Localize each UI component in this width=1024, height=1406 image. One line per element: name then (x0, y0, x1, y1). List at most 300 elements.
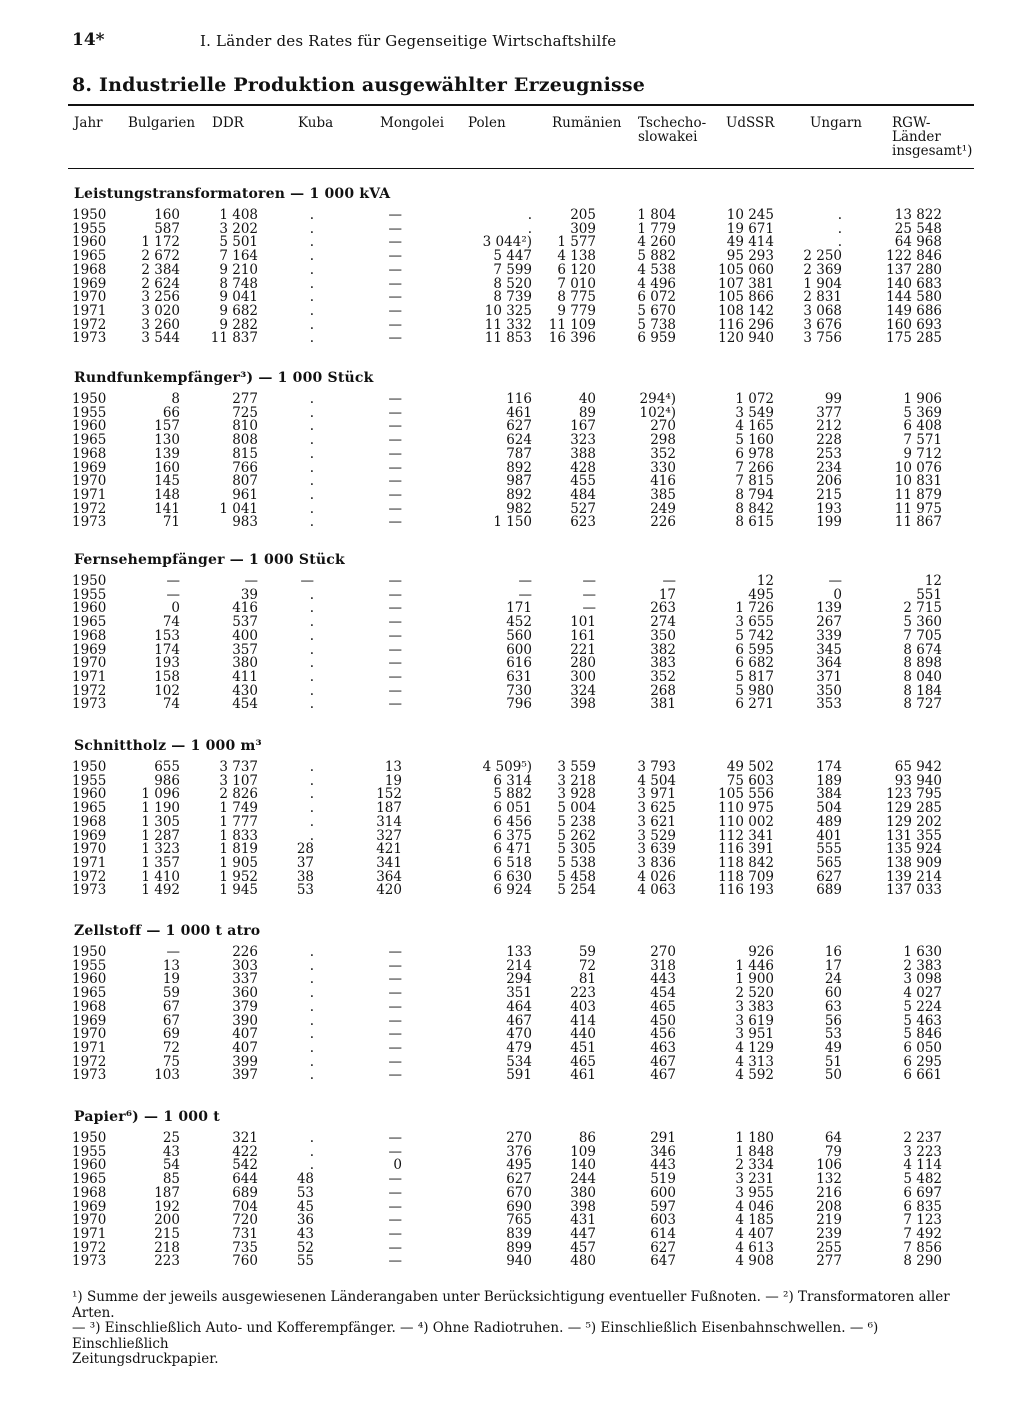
cell-polen: 3 044²) (482, 234, 532, 251)
cell-tschechoslowakei: 614 (650, 1225, 676, 1242)
cell-rumaenien: 9 779 (557, 302, 596, 319)
cell-kuba: 52 (296, 1239, 314, 1256)
cell-year: 1965 (72, 985, 107, 1002)
cell-kuba: . (309, 459, 314, 476)
cell-mongolei: — (388, 248, 402, 265)
cell-tschechoslowakei: 603 (650, 1212, 676, 1229)
cell-rgw-insgesamt: 5 224 (903, 998, 942, 1015)
cell-mongolei: — (388, 445, 402, 462)
cell-mongolei: — (388, 1184, 402, 1201)
cell-polen: 11 853 (484, 330, 532, 347)
cell-tschechoslowakei: 443 (650, 971, 676, 988)
cell-year: 1969 (72, 1198, 107, 1215)
cell-ungarn: 174 (816, 759, 842, 775)
cell-ddr: 1 952 (219, 868, 258, 885)
col-rumaenien: Rumänien (552, 115, 622, 131)
cell-polen: — (518, 586, 532, 603)
cell-rumaenien: 161 (570, 627, 596, 644)
table-row (72, 574, 978, 588)
cell-ddr: 3 202 (219, 220, 258, 237)
cell-tschechoslowakei: 463 (650, 1039, 676, 1056)
cell-udssr: 8 615 (735, 514, 774, 531)
cell-polen: 591 (506, 1067, 532, 1084)
cell-rgw-insgesamt: 138 909 (886, 854, 942, 871)
cell-tschechoslowakei: 1 804 (637, 207, 676, 223)
cell-polen: 6 630 (493, 868, 532, 885)
cell-rgw-insgesamt: 122 846 (886, 248, 942, 265)
cell-year: 1973 (72, 1067, 107, 1084)
cell-bulgarien: 66 (162, 404, 180, 421)
cell-ddr: 735 (232, 1239, 258, 1256)
cell-year: 1973 (72, 1253, 107, 1270)
cell-mongolei: — (388, 432, 402, 449)
cell-tschechoslowakei: 330 (650, 459, 676, 476)
cell-mongolei: — (388, 207, 402, 223)
cell-polen: 452 (506, 614, 532, 631)
cell-kuba: 28 (296, 841, 314, 858)
cell-year: 1970 (72, 1026, 107, 1043)
cell-bulgarien: 67 (162, 998, 180, 1015)
cell-udssr: 118 709 (718, 868, 774, 885)
cell-rumaenien: 5 254 (557, 882, 596, 899)
cell-polen: 270 (506, 1130, 532, 1146)
cell-ungarn: 253 (816, 445, 842, 462)
cell-rgw-insgesamt: 5 369 (903, 404, 942, 421)
cell-ungarn: 2 831 (803, 289, 842, 306)
cell-kuba: . (309, 1039, 314, 1056)
cell-rumaenien: 480 (570, 1253, 596, 1270)
cell-udssr: 4 613 (735, 1239, 774, 1256)
cell-udssr: 1 848 (735, 1143, 774, 1160)
col-jahr: Jahr (74, 115, 103, 131)
cell-bulgarien: 74 (162, 614, 180, 631)
cell-kuba: . (309, 813, 314, 830)
cell-bulgarien: 67 (162, 1012, 180, 1029)
cell-ddr: 39 (240, 586, 258, 603)
cell-ddr: 407 (232, 1026, 258, 1043)
cell-mongolei: — (388, 1212, 402, 1229)
cell-mongolei: — (388, 391, 402, 407)
cell-year: 1965 (72, 800, 107, 817)
cell-rgw-insgesamt: 1 906 (903, 391, 942, 407)
cell-ungarn: — (828, 573, 842, 589)
cell-tschechoslowakei: 4 063 (637, 882, 676, 899)
cell-year: 1970 (72, 473, 107, 490)
cell-mongolei: 152 (376, 786, 402, 803)
cell-bulgarien: 1 096 (141, 786, 180, 803)
cell-rumaenien: 89 (578, 404, 596, 421)
cell-rgw-insgesamt: 5 463 (903, 1012, 942, 1029)
cell-mongolei: — (388, 682, 402, 699)
cell-ddr: 1 777 (219, 813, 258, 830)
cell-rgw-insgesamt: 144 580 (886, 289, 942, 306)
cell-bulgarien: 187 (154, 1184, 180, 1201)
cell-tschechoslowakei: 294⁴) (639, 391, 676, 407)
cell-ungarn: 0 (833, 586, 842, 603)
cell-polen: . (527, 207, 532, 223)
cell-polen: 10 325 (484, 302, 532, 319)
cell-rumaenien: 431 (570, 1212, 596, 1229)
cell-bulgarien: 1 357 (141, 854, 180, 871)
cell-ddr: 430 (232, 682, 258, 699)
cell-bulgarien: 139 (154, 445, 180, 462)
cell-polen: 6 375 (493, 827, 532, 844)
cell-rumaenien: 11 109 (548, 316, 596, 333)
cell-mongolei: — (388, 220, 402, 237)
cell-mongolei: — (388, 486, 402, 503)
cell-polen: 987 (506, 473, 532, 490)
cell-udssr: 5 742 (735, 627, 774, 644)
cell-udssr: 4 165 (735, 418, 774, 435)
cell-kuba: — (300, 573, 314, 589)
table-row (72, 629, 978, 643)
cell-bulgarien: — (166, 586, 180, 603)
cell-ungarn: 255 (816, 1239, 842, 1256)
cell-kuba: . (309, 220, 314, 237)
cell-rgw-insgesamt: 6 295 (903, 1053, 942, 1070)
cell-udssr: 108 142 (718, 302, 774, 319)
cell-kuba: . (309, 261, 314, 278)
cell-rgw-insgesamt: 129 285 (886, 800, 942, 817)
col-udssr: UdSSR (726, 115, 775, 131)
cell-mongolei: — (388, 1198, 402, 1215)
cell-polen: 11 332 (484, 316, 532, 333)
cell-rumaenien: 4 138 (557, 248, 596, 265)
cell-udssr: 116 193 (718, 882, 774, 899)
cell-mongolei: — (388, 957, 402, 974)
cell-kuba: . (309, 1157, 314, 1174)
cell-udssr: 112 341 (718, 827, 774, 844)
cell-ungarn: 79 (824, 1143, 842, 1160)
table-row (72, 945, 978, 959)
cell-polen: 982 (506, 500, 532, 517)
cell-polen: 899 (506, 1239, 532, 1256)
cell-kuba: . (309, 627, 314, 644)
cell-ddr: 720 (232, 1212, 258, 1229)
cell-rumaenien: 484 (570, 486, 596, 503)
cell-ddr: 303 (232, 957, 258, 974)
cell-kuba: . (309, 614, 314, 631)
cell-rgw-insgesamt: 5 846 (903, 1026, 942, 1043)
cell-polen: 560 (506, 627, 532, 644)
cell-udssr: 5 160 (735, 432, 774, 449)
cell-mongolei: — (388, 404, 402, 421)
cell-bulgarien: 145 (154, 473, 180, 490)
running-header (72, 30, 972, 54)
cell-kuba: . (309, 330, 314, 347)
cell-year: 1972 (72, 500, 107, 517)
cell-ungarn: 212 (816, 418, 842, 435)
cell-bulgarien: — (166, 944, 180, 960)
cell-mongolei: — (388, 316, 402, 333)
cell-polen: 495 (506, 1157, 532, 1174)
cell-rumaenien: 72 (578, 957, 596, 974)
cell-mongolei: — (388, 234, 402, 251)
cell-kuba: . (309, 445, 314, 462)
cell-bulgarien: 148 (154, 486, 180, 503)
cell-year: 1955 (72, 586, 107, 603)
cell-tschechoslowakei: 226 (650, 514, 676, 531)
cell-rumaenien: 86 (578, 1130, 596, 1146)
cell-kuba: . (309, 682, 314, 699)
cell-mongolei: — (388, 1171, 402, 1188)
col-tschechoslowakei: Tschecho- slowakei (638, 115, 707, 145)
cell-mongolei: 420 (376, 882, 402, 899)
cell-rumaenien: 40 (578, 391, 596, 407)
cell-year: 1971 (72, 1039, 107, 1056)
cell-kuba: . (309, 404, 314, 421)
cell-polen: 765 (506, 1212, 532, 1229)
cell-ddr: 407 (232, 1039, 258, 1056)
cell-ungarn: 364 (816, 655, 842, 672)
table-row (72, 1186, 978, 1200)
section-title: Fernsehempfänger — 1 000 Stück (74, 552, 345, 568)
cell-udssr: 116 296 (718, 316, 774, 333)
table-row (72, 515, 978, 529)
cell-rumaenien: 414 (570, 1012, 596, 1029)
cell-ddr: 357 (232, 641, 258, 658)
table-row (72, 760, 978, 774)
cell-polen: 5 882 (493, 786, 532, 803)
cell-kuba: 55 (296, 1253, 314, 1270)
cell-bulgarien: 130 (154, 432, 180, 449)
cell-year: 1968 (72, 261, 107, 278)
cell-kuba: . (309, 289, 314, 306)
cell-year: 1971 (72, 486, 107, 503)
cell-ungarn: 56 (824, 1012, 842, 1029)
cell-mongolei: — (388, 600, 402, 617)
section-title: Zellstoff — 1 000 t atro (74, 923, 261, 939)
cell-ungarn: 377 (816, 404, 842, 421)
table-row (72, 249, 978, 263)
cell-year: 1972 (72, 1053, 107, 1070)
cell-mongolei: 421 (376, 841, 402, 858)
cell-ddr: 277 (232, 391, 258, 407)
cell-mongolei: — (388, 985, 402, 1002)
cell-rumaenien: 59 (578, 944, 596, 960)
cell-mongolei: — (388, 1225, 402, 1242)
cell-rumaenien: 280 (570, 655, 596, 672)
cell-year: 1972 (72, 682, 107, 699)
cell-ungarn: 24 (824, 971, 842, 988)
cell-rumaenien: 81 (578, 971, 596, 988)
cell-udssr: 1 180 (735, 1130, 774, 1146)
cell-ddr: 2 826 (219, 786, 258, 803)
cell-rgw-insgesamt: 3 098 (903, 971, 942, 988)
cell-kuba: . (309, 418, 314, 435)
cell-ddr: 226 (232, 944, 258, 960)
cell-ddr: 380 (232, 655, 258, 672)
cell-ddr: 1 408 (219, 207, 258, 223)
cell-kuba: . (309, 696, 314, 713)
table-row (72, 986, 978, 1000)
cell-polen: 467 (506, 1012, 532, 1029)
cell-tschechoslowakei: 3 793 (637, 759, 676, 775)
cell-tschechoslowakei: 346 (650, 1143, 676, 1160)
cell-mongolei: — (388, 418, 402, 435)
table-row (72, 1068, 978, 1082)
cell-kuba: . (309, 800, 314, 817)
cell-rumaenien: 101 (570, 614, 596, 631)
cell-udssr: 3 549 (735, 404, 774, 421)
cell-mongolei: — (388, 1130, 402, 1146)
section-title: Schnittholz — 1 000 m³ (74, 738, 262, 754)
cell-year: 1955 (72, 404, 107, 421)
cell-mongolei: — (388, 668, 402, 685)
cell-tschechoslowakei: 274 (650, 614, 676, 631)
cell-udssr: 1 900 (735, 971, 774, 988)
cell-tschechoslowakei: 268 (650, 682, 676, 699)
cell-ddr: 8 748 (219, 275, 258, 292)
cell-kuba: 43 (296, 1225, 314, 1242)
cell-polen: 690 (506, 1198, 532, 1215)
table-row (72, 1254, 978, 1268)
cell-bulgarien: 192 (154, 1198, 180, 1215)
cell-ungarn: 384 (816, 786, 842, 803)
running-title: I. Länder des Rates für Gegenseitige Wirtschaftshilfe (200, 32, 617, 50)
cell-kuba: . (309, 486, 314, 503)
cell-bulgarien: 13 (162, 957, 180, 974)
cell-rgw-insgesamt: 65 942 (894, 759, 942, 775)
cell-ungarn: 3 676 (803, 316, 842, 333)
cell-tschechoslowakei: 6 959 (637, 330, 676, 347)
cell-bulgarien: 153 (154, 627, 180, 644)
cell-year: 1955 (72, 220, 107, 237)
cell-tschechoslowakei: 4 504 (637, 772, 676, 789)
cell-kuba: . (309, 514, 314, 531)
cell-bulgarien: 59 (162, 985, 180, 1002)
cell-kuba: 53 (296, 1184, 314, 1201)
cell-ddr: 399 (232, 1053, 258, 1070)
cell-udssr: 3 383 (735, 998, 774, 1015)
cell-tschechoslowakei: 381 (650, 696, 676, 713)
cell-ungarn: 60 (824, 985, 842, 1002)
cell-udssr: 118 842 (718, 854, 774, 871)
cell-tschechoslowakei: 597 (650, 1198, 676, 1215)
cell-ddr: 400 (232, 627, 258, 644)
table-row (72, 331, 978, 345)
cell-bulgarien: — (166, 573, 180, 589)
cell-udssr: 116 391 (718, 841, 774, 858)
cell-kuba: . (309, 391, 314, 407)
cell-rgw-insgesamt: 11 975 (894, 500, 942, 517)
table-row (72, 1131, 978, 1145)
cell-bulgarien: 1 172 (141, 234, 180, 251)
cell-rgw-insgesamt: 551 (916, 586, 942, 603)
cell-udssr: 110 975 (718, 800, 774, 817)
cell-ddr: 815 (232, 445, 258, 462)
cell-rgw-insgesamt: 2 715 (903, 600, 942, 617)
cell-bulgarien: 102 (154, 682, 180, 699)
cell-year: 1969 (72, 641, 107, 658)
cell-kuba: . (309, 1067, 314, 1084)
cell-ddr: 9 210 (219, 261, 258, 278)
cell-ungarn: 339 (816, 627, 842, 644)
cell-polen: 464 (506, 998, 532, 1015)
cell-kuba: 36 (296, 1212, 314, 1229)
cell-bulgarien: 71 (162, 514, 180, 531)
cell-rgw-insgesamt: 6 697 (903, 1184, 942, 1201)
cell-rumaenien: 3 928 (557, 786, 596, 803)
cell-tschechoslowakei: 600 (650, 1184, 676, 1201)
cell-tschechoslowakei: 4 496 (637, 275, 676, 292)
cell-mongolei: — (388, 1067, 402, 1084)
cell-udssr: 75 603 (726, 772, 774, 789)
cell-udssr: 3 231 (735, 1171, 774, 1188)
cell-rumaenien: 324 (570, 682, 596, 699)
page-number: 14* (72, 30, 105, 50)
cell-year: 1969 (72, 275, 107, 292)
cell-rumaenien: 244 (570, 1171, 596, 1188)
cell-year: 1960 (72, 600, 107, 617)
cell-ungarn: 489 (816, 813, 842, 830)
cell-ddr: 689 (232, 1184, 258, 1201)
cell-tschechoslowakei: 3 621 (637, 813, 676, 830)
cell-polen: 600 (506, 641, 532, 658)
table-row (72, 1172, 978, 1186)
cell-kuba: . (309, 772, 314, 789)
cell-ungarn: 16 (824, 944, 842, 960)
cell-ungarn: 234 (816, 459, 842, 476)
cell-rumaenien: 465 (570, 1053, 596, 1070)
cell-rgw-insgesamt: 8 898 (903, 655, 942, 672)
cell-rumaenien: — (582, 586, 596, 603)
cell-tschechoslowakei: 3 625 (637, 800, 676, 817)
header-top-rule (68, 104, 974, 106)
cell-ddr: 337 (232, 971, 258, 988)
cell-polen: 631 (506, 668, 532, 685)
cell-mongolei: 314 (376, 813, 402, 830)
cell-bulgarien: 157 (154, 418, 180, 435)
cell-year: 1970 (72, 841, 107, 858)
cell-bulgarien: 1 410 (141, 868, 180, 885)
cell-kuba: . (309, 985, 314, 1002)
cell-rumaenien: 5 262 (557, 827, 596, 844)
cell-year: 1965 (72, 248, 107, 265)
cell-ddr: 7 164 (219, 248, 258, 265)
cell-rumaenien: 428 (570, 459, 596, 476)
cell-ungarn: 627 (816, 868, 842, 885)
cell-rumaenien: 16 396 (548, 330, 596, 347)
cell-udssr: 7 815 (735, 473, 774, 490)
cell-tschechoslowakei: 350 (650, 627, 676, 644)
cell-tschechoslowakei: 3 639 (637, 841, 676, 858)
cell-rgw-insgesamt: 175 285 (886, 330, 942, 347)
col-rgw-insgesamt: RGW- Länder insgesamt¹) (892, 115, 973, 159)
cell-rgw-insgesamt: 10 831 (894, 473, 942, 490)
cell-bulgarien: 141 (154, 500, 180, 517)
cell-bulgarien: 223 (154, 1253, 180, 1270)
cell-mongolei: — (388, 1253, 402, 1270)
cell-rgw-insgesamt: 8 290 (903, 1253, 942, 1270)
cell-rgw-insgesamt: 8 040 (903, 668, 942, 685)
cell-rumaenien: 398 (570, 696, 596, 713)
section-title: Papier⁶) — 1 000 t (74, 1109, 220, 1125)
table-row (72, 670, 978, 684)
cell-kuba: 53 (296, 882, 314, 899)
cell-year: 1950 (72, 207, 107, 223)
cell-rgw-insgesamt: 5 482 (903, 1171, 942, 1188)
cell-ddr: 644 (232, 1171, 258, 1188)
cell-kuba: . (309, 586, 314, 603)
cell-tschechoslowakei: 291 (650, 1130, 676, 1146)
cell-rumaenien: 223 (570, 985, 596, 1002)
cell-mongolei: — (388, 655, 402, 672)
cell-rumaenien: 7 010 (557, 275, 596, 292)
cell-ddr: 1 819 (219, 841, 258, 858)
cell-ddr: 810 (232, 418, 258, 435)
col-kuba: Kuba (298, 115, 334, 131)
